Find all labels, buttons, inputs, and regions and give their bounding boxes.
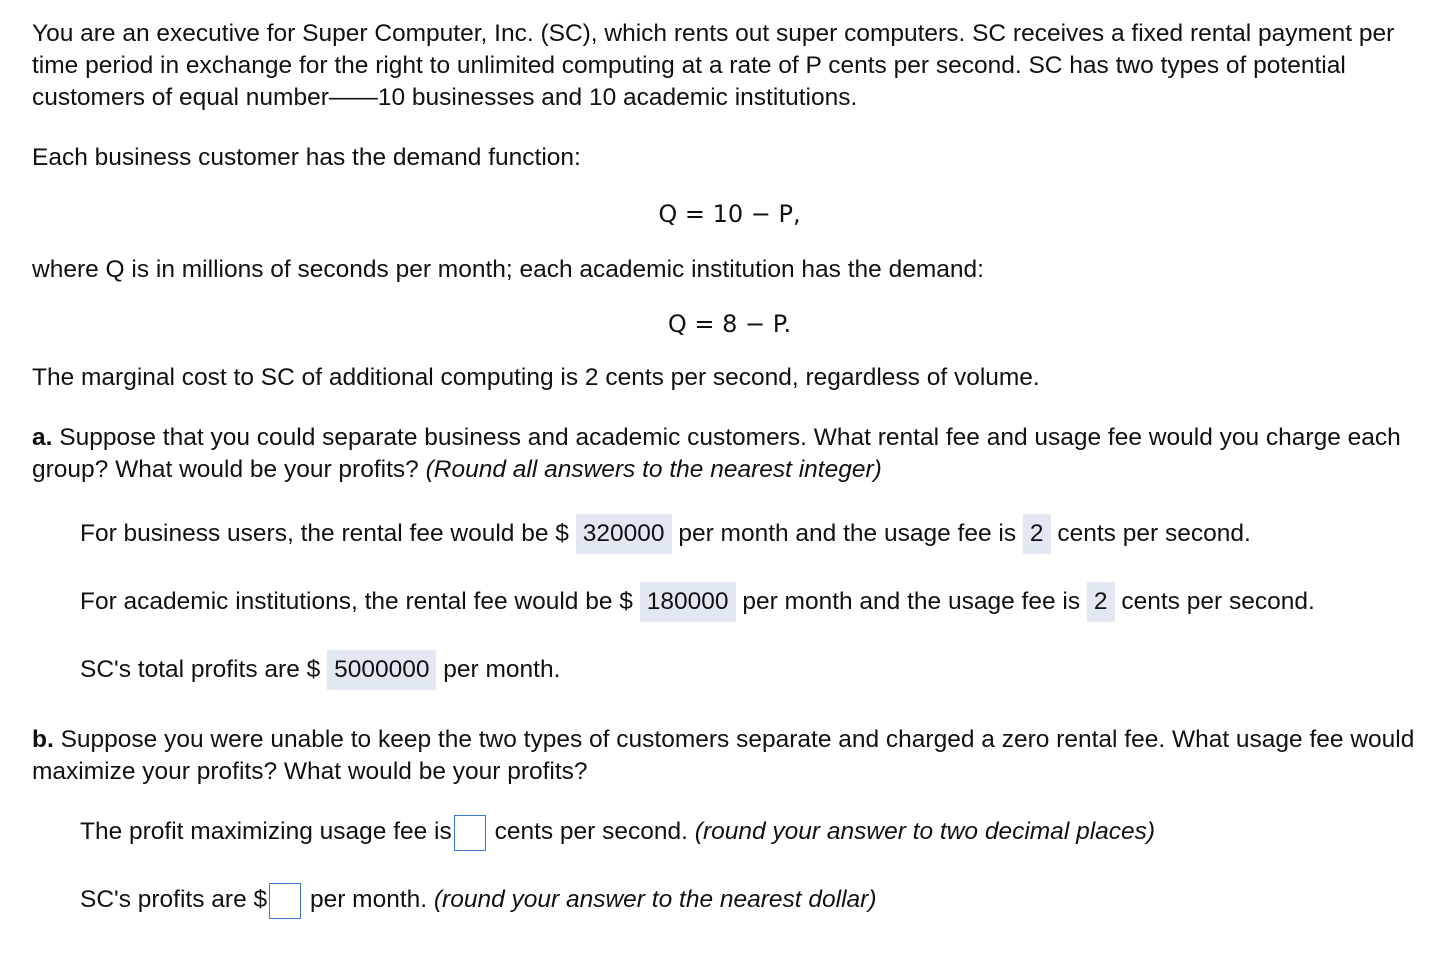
part-a-question-text: Suppose that you could separate business and academic customers. What rental fee and usage fee would you charge each group? What would be your profits? — [32, 424, 1401, 483]
usage-fee-instruction: (round your answer to two decimal places) — [694, 818, 1156, 845]
part-b-label: b. — [32, 726, 54, 753]
usage-fee-answer-line — [80, 812, 1427, 852]
profits-input[interactable] — [269, 883, 301, 919]
business-middle: per month and the usage fee is — [678, 520, 1017, 547]
business-demand-lead: Each business customer has the demand function: — [32, 144, 581, 171]
academic-usage-fee-field[interactable]: 2 — [1087, 582, 1115, 622]
academic-middle: per month and the usage fee is — [742, 588, 1081, 615]
academic-suffix: cents per second. — [1121, 588, 1315, 615]
academic-demand-lead: where Q is in millions of seconds per month; each academic institution has the demand: — [32, 256, 984, 283]
part-a-question — [32, 422, 1427, 486]
profits-prefix: SC's profits are $ — [80, 886, 268, 913]
business-usage-fee-field[interactable]: 2 — [1023, 514, 1051, 554]
academic-answer-line — [80, 582, 1427, 622]
profits-instruction: (round your answer to the nearest dollar) — [433, 886, 877, 913]
marginal-cost-text: The marginal cost to SC of additional computing is 2 cents per second, regardless of volume. — [32, 364, 1040, 391]
academic-rental-fee-field[interactable]: 180000 — [640, 582, 736, 622]
total-profits-prefix: SC's total profits are $ — [80, 656, 321, 683]
total-profits-field[interactable]: 5000000 — [327, 650, 436, 690]
usage-fee-prefix: The profit maximizing usage fee is — [80, 818, 452, 845]
part-a-label: a. — [32, 424, 53, 451]
part-b-question — [32, 724, 1427, 788]
academic-prefix: For academic institutions, the rental fee would be $ — [80, 588, 633, 615]
usage-fee-suffix: cents per second. — [494, 818, 688, 845]
business-suffix: cents per second. — [1057, 520, 1251, 547]
intro-paragraph: You are an executive for Super Computer, Inc. (SC), which rents out super computers. SC receives a fixed rental payment per time period in exchange for the right to unlimited computing at a rate of P cents per second. SC has two types of potential customers of equal number——10 businesses and 10 academic institutions. — [32, 20, 1395, 111]
business-answer-line — [80, 514, 1427, 554]
academic-demand-equation: Q = 8 − P. — [667, 310, 792, 338]
business-rental-fee-field[interactable]: 320000 — [576, 514, 672, 554]
profits-answer-line — [80, 880, 1427, 920]
part-b-question-text: Suppose you were unable to keep the two types of customers separate and charged a zero rental fee. What usage fee would maximize your profits? What would be your profits? — [32, 726, 1415, 785]
business-prefix: For business users, the rental fee would be $ — [80, 520, 569, 547]
profits-suffix: per month. — [309, 886, 428, 913]
total-profits-line — [80, 650, 1427, 690]
question-page — [32, 18, 1427, 920]
usage-fee-input[interactable] — [454, 815, 486, 851]
part-a-instruction: (Round all answers to the nearest integer) — [425, 456, 882, 483]
business-demand-equation: Q = 10 − P, — [658, 200, 801, 228]
total-profits-suffix: per month. — [443, 656, 561, 683]
